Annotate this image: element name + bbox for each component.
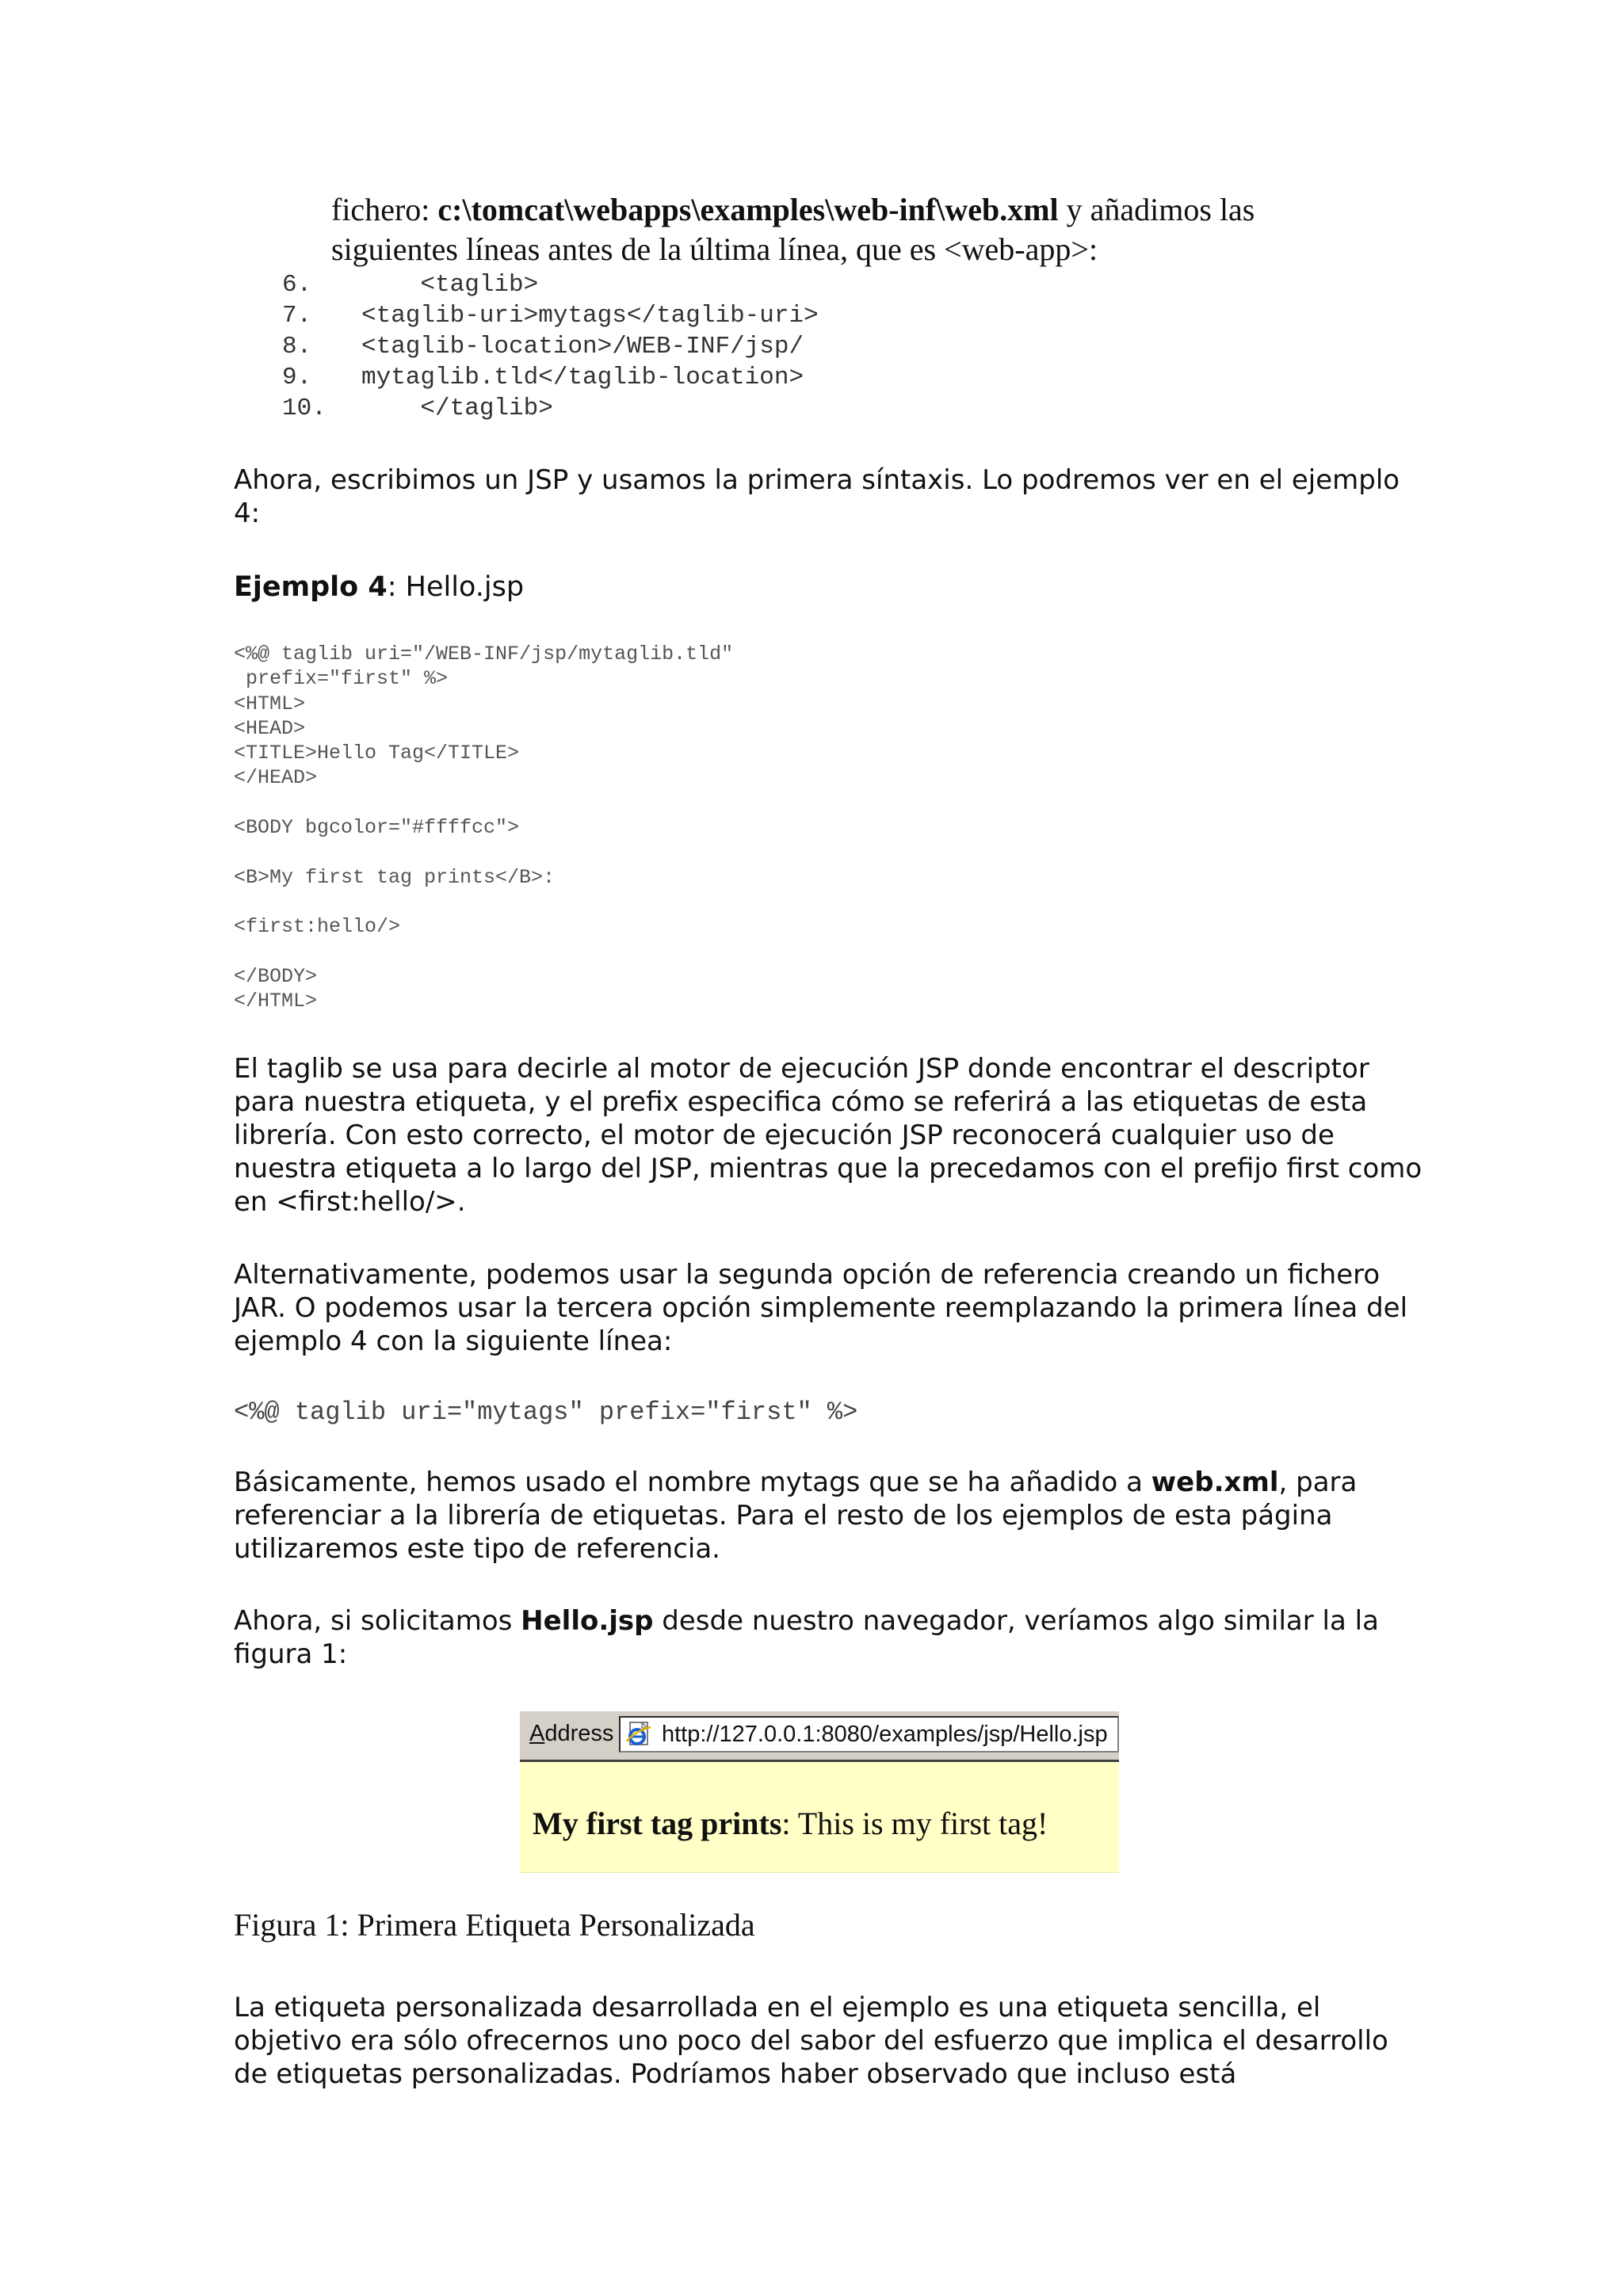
text-segment: Ahora, si solicitamos (234, 1605, 521, 1637)
code-line: </HTML> (234, 990, 318, 1013)
line-number: 9. (282, 364, 312, 391)
browser-screenshot-figure (520, 1710, 1119, 1873)
code-line (234, 791, 733, 815)
address-label-rest: ddress (544, 1721, 614, 1746)
bold-web-xml: web.xml (1151, 1466, 1279, 1498)
rendered-tag-output: : This is my first tag! (781, 1806, 1048, 1841)
code-line: <TITLE>Hello Tag</TITLE> (234, 742, 520, 765)
paragraph-basicamente (234, 1466, 1423, 1566)
address-field[interactable] (619, 1716, 1119, 1753)
code-list-item (282, 393, 819, 424)
intro-paragraph (331, 190, 1441, 269)
code-line: prefix="first" %> (234, 667, 449, 691)
paragraph-taglib: El taglib se usa para decirle al motor de ejecución JSP donde encontrar el descriptor para nuestra etiqueta, y el prefix especifica cómo se referirá a las etiquetas de esta librería. Con esto correcto, el motor de ejecución JSP reconocerá cualquier uso de nuestra etiqueta a lo largo del JSP, mientras que la precedamos con el prefijo first como en <first:hello/>. (234, 1053, 1423, 1218)
example-label: Ejemplo 4 (234, 571, 388, 603)
address-url: http://127.0.0.1:8080/examples/jsp/Hello.jsp (662, 1722, 1108, 1747)
line-number: 7. (282, 302, 312, 330)
line-number: 8. (282, 333, 312, 360)
rendered-page-text (533, 1805, 1048, 1842)
ie-page-icon (624, 1721, 653, 1748)
paragraph-final: La etiqueta personalizada desarrollada en el ejemplo es una etiqueta sencilla, el objetivo era sólo ofrecernos uno poco del sabor del esfuerzo que implica el desarrollo de etiquetas personalizadas. Podríamos haber observado que incluso está (234, 1992, 1388, 2090)
figure-caption: Figura 1: Primera Etiqueta Personalizada (234, 1907, 755, 1943)
code-line: <BODY bgcolor="#ffffcc"> (234, 816, 520, 840)
example-filename: : Hello.jsp (387, 571, 525, 603)
code-line (234, 940, 733, 964)
paragraph-alternativamente: Alternativamente, podemos usar la segunda opción de referencia creando un fichero JAR. O podemos usar la tercera opción simplemente reemplazando la primera línea del ejemplo 4 con la siguiente línea: (234, 1259, 1408, 1357)
code-text: <taglib-uri>mytags</taglib-uri> (361, 302, 819, 330)
numbered-code-list (282, 269, 819, 424)
paragraph-solicitamos (234, 1604, 1423, 1671)
code-line: <%@ taglib uri="/WEB-INF/jsp/mytaglib.tld" (234, 643, 734, 666)
example-code-block (234, 642, 733, 1013)
intro-line-2: siguientes líneas antes de la última línea, que es <web-app>: (331, 231, 1098, 267)
code-list-item (282, 300, 819, 331)
code-line: <B>My first tag prints</B>: (234, 865, 556, 889)
text-segment: , para referenciar a la librería de etiquetas. Para el resto de los ejemplos de esta página utilizaremos este tipo de referencia. (234, 1466, 1358, 1565)
line-number: 6. (282, 271, 312, 299)
code-line: </BODY> (234, 964, 318, 988)
address-bar (520, 1710, 1119, 1762)
code-text: mytaglib.tld</taglib-location> (361, 364, 804, 391)
code-line (234, 840, 733, 864)
web-xml-path: c:\tomcat\webapps\examples\web-inf\web.xml (437, 192, 1059, 227)
code-line (234, 890, 733, 914)
line-number: 10. (282, 395, 327, 422)
code-line: <HEAD> (234, 716, 306, 740)
code-text: <taglib-location>/WEB-INF/jsp/ (361, 333, 804, 360)
paragraph-ahora: Ahora, escribimos un JSP y usamos la primera síntaxis. Lo podremos ver en el ejemplo 4: (234, 464, 1400, 529)
bold-hello-jsp: Hello.jsp (521, 1605, 654, 1637)
example-heading (234, 570, 1423, 604)
code-list-item (282, 331, 819, 362)
text-segment: desde nuestro navegador, veríamos algo similar la la figura 1: (234, 1605, 1379, 1670)
text-segment: Básicamente, hemos usado el nombre mytags que se ha añadido a (234, 1466, 1151, 1498)
intro-prefix: fichero: (331, 192, 438, 227)
rendered-bold-text: My first tag prints (533, 1806, 782, 1841)
code-line: <first:hello/> (234, 915, 401, 939)
taglib-code-line: <%@ taglib uri="mytags" prefix="first" %> (234, 1398, 858, 1427)
intro-suffix: y añadimos las (1058, 192, 1255, 227)
code-line: <HTML> (234, 692, 306, 715)
code-list-item (282, 362, 819, 393)
code-list-item (282, 269, 819, 300)
code-text: </taglib> (361, 395, 553, 422)
code-line: </HEAD> (234, 766, 318, 790)
address-label: Address (529, 1721, 614, 1746)
code-text: <taglib> (361, 271, 539, 299)
